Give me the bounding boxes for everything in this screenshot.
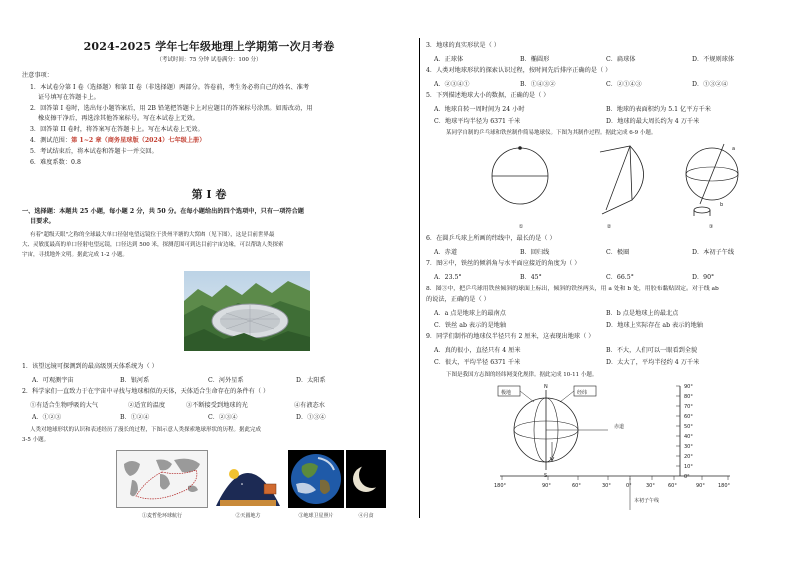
question-6: 6．在圆乒乓球上所画的纬线中，最长的是（ ） (426, 235, 556, 242)
note-line (30, 137, 205, 145)
q6-option-c[interactable]: C．极圈 (606, 249, 630, 256)
globe-label: ② (606, 224, 612, 230)
lat-label: 40° (684, 434, 693, 440)
question-8-cont: 的说法，正确的是（ ） (426, 296, 490, 303)
lon-label: 180° (494, 483, 507, 489)
question-4: 4．人类对地球形状的探索认识过程，按时间先后排序正确的是（ ） (426, 67, 612, 74)
svg-text:b: b (720, 202, 724, 208)
lon-label: 60° (668, 483, 677, 489)
globe-label: ① (518, 224, 524, 230)
q3-option-c[interactable]: C．扁球体 (606, 56, 636, 63)
lat-label: 0° (684, 474, 690, 480)
diagram-n: N (544, 384, 548, 390)
q8-option-b[interactable]: B．b 点是地球上的最北点 (606, 310, 679, 317)
lat-label: 30° (684, 444, 693, 450)
passage-line: 某同学自制的乒乓球和铁丝制作简易地球仪。下图为其制作过程。据此完成 6-9 小题。 (446, 130, 657, 136)
q8-option-a[interactable]: A．a 点是地球上的最南点 (434, 310, 506, 317)
q5-option-a[interactable]: A．地球自转一周时间为 24 小时 (434, 106, 525, 113)
lon-label: 0° (626, 483, 632, 489)
lat-label: 60° (684, 414, 693, 420)
lat-label: 90° (684, 384, 693, 390)
lon-label: 90° (696, 483, 705, 489)
q8-option-c[interactable]: C．铁丝 ab 表示的是地轴 (434, 322, 507, 329)
q2-option-c[interactable]: C．②③④ (208, 414, 238, 421)
lon-label: 90° (542, 483, 551, 489)
magellan-route-map (116, 450, 208, 508)
q3-option-b[interactable]: B．椭圆形 (520, 56, 550, 63)
lat-label: 70° (684, 404, 693, 410)
note-line: 6．难度系数：0.8 (30, 159, 81, 166)
q6-option-a[interactable]: A．赤道 (434, 249, 458, 256)
q2-item: ④有液态水 (294, 402, 325, 409)
lon-label: 30° (602, 483, 611, 489)
q5-option-b[interactable]: B．地球的表面积约为 5.1 亿平方千米 (606, 106, 711, 113)
q7-option-d[interactable]: D．90° (692, 274, 715, 281)
q3-option-a[interactable]: A．正球体 (434, 56, 464, 63)
figure-caption: ③地球卫星照片 (298, 513, 334, 519)
q6-option-b[interactable]: B．回归线 (520, 249, 550, 256)
telescope-photo (184, 271, 310, 351)
latlon-diagram (490, 380, 740, 516)
figure-caption: ④月食 (358, 513, 374, 519)
lat-label: 80° (684, 394, 693, 400)
exam-subtitle: （考试时间：75 分钟 试卷满分：100 分） (156, 57, 262, 63)
lunar-eclipse-image (346, 450, 386, 508)
passage-line: 3-5 小题。 (22, 437, 50, 443)
question-1: 1．该望远镜可探测到的最高级别天体系统为（ ） (22, 363, 158, 370)
column-divider (419, 38, 420, 518)
note-line: 证号填写在答题卡上。 (38, 94, 100, 101)
passage-line: 下图是我国方志图的经纬网变化规律。据此完成 10-11 小题。 (446, 372, 598, 378)
q8-option-d[interactable]: D．地球上实际存在 ab 表示的地轴 (606, 322, 703, 329)
lat-label: 50° (684, 424, 693, 430)
exam-title: 2024-2025 学年七年级地理上学期第一次月考卷 (83, 40, 335, 53)
q2-item: ②适宜的温度 (128, 402, 166, 409)
lat-label: 10° (684, 464, 693, 470)
passage-line: 人类对地球形状的认识和表述经历了漫长的过程，下图示意人类探索地球形状的历程。据此完成 (30, 427, 262, 433)
passage-line: 宇宙，寻找地外文明。据此完成 1-2 小题。 (22, 252, 128, 258)
question-7: 7．图②中，铁丝的倾斜角与水平面应接近的角度为（ ） (426, 260, 581, 267)
q4-option-b[interactable]: B．①④③② (520, 81, 556, 88)
q1-option-d[interactable]: D．太阳系 (296, 377, 326, 384)
q9-option-b[interactable]: B．不大，人们可以一眼看到全貌 (606, 347, 698, 354)
question-9: 9．同学们制作的地球仪半径只有 2 厘米，这表现出地球（ ） (426, 333, 595, 340)
diagram-box2: 经纬 (577, 390, 588, 396)
q7-option-a[interactable]: A．23.5° (434, 274, 462, 281)
q2-item: ③不断接受到地球的光 (186, 402, 248, 409)
q7-option-c[interactable]: C．66.5° (606, 274, 634, 281)
earth-satellite-image (288, 450, 344, 508)
scope-highlight: 第 1~2 章（商务星球版（2024）七年级上册） (71, 137, 206, 144)
q9-option-a[interactable]: A．真的很小，直径只有 4 厘米 (434, 347, 521, 354)
lon-label: 30° (646, 483, 655, 489)
q1-option-c[interactable]: C．河外星系 (208, 377, 244, 384)
q2-option-b[interactable]: B．①②④ (120, 414, 150, 421)
instruction-line: 一、选择题：本题共 25 小题，每小题 2 分，共 50 分。在每小题给出的四个选项中，只有一项符合题 (22, 208, 304, 215)
question-2: 2．科学家们一直致力于在宇宙中寻找与地球相似的天体，天体适合生命存在的条件有（ ） (22, 388, 270, 395)
question-3: 3．地球的真实形状是（ ） (426, 42, 500, 49)
figure-caption: ①麦哲伦环球航行 (141, 513, 182, 519)
diagram-box1: 极地 (501, 390, 512, 396)
svg-text:a: a (732, 146, 736, 152)
q1-option-b[interactable]: B．银河系 (120, 377, 150, 384)
q6-option-d[interactable]: D．本初子午线 (692, 249, 735, 256)
note-line: 1．本试卷分第 I 卷（选择题）和第 II 卷（非选择题）两部分。答卷前，考生务必将自己的姓名、准考 (30, 84, 310, 91)
meridian-label: 本初子午线 (634, 498, 660, 504)
q2-option-a[interactable]: A．①②③ (32, 414, 62, 421)
q1-option-a[interactable]: A．可观测宇宙 (32, 377, 74, 384)
passage-line: 大、灵敏度最高的单口径射电望远镜，口径达到 500 米，探测范围可到达目前宇宙边缘，可以帮助人类探索 (22, 242, 284, 248)
diagram-s: S (544, 473, 548, 479)
q9-option-d[interactable]: D．太大了，平均半径约 4 万千米 (606, 359, 700, 366)
question-8: 8．图③中，把乒乓球用铁丝倾斜的球面上标出，倾斜的铁丝两头，用 a 处和 b 处，用胶布黏贴固定。对于线 ab (426, 286, 719, 292)
diagram-arrow-label: 赤道 (614, 424, 625, 430)
scope-label: 4．测试范围： (30, 137, 72, 144)
question-5: 5．下列描述地球大小的数据，正确的是（ ） (426, 92, 550, 99)
q5-option-d[interactable]: D．地球的最大周长约为 4 万千米 (606, 118, 700, 125)
q4-option-a[interactable]: A．②③④① (434, 81, 470, 88)
section-title: 第 I 卷 (191, 188, 227, 201)
note-line: 橡皮擦干净后，再选涂其他答案标号。写在本试卷上无效。 (38, 115, 199, 122)
lon-label: 180° (718, 483, 731, 489)
passage-line: 有着"超级天眼"之称的全球最大单口径射电望远镜位于贵州平塘的大窝凼（见下图），这是目前世界最 (30, 232, 275, 238)
globe-making-figure (480, 140, 760, 222)
q4-option-d[interactable]: D．①③②④ (692, 81, 728, 88)
note-line: 3．回答第 II 卷时，将答案写在答题卡上。写在本试卷上无效。 (30, 126, 204, 133)
q7-option-b[interactable]: B．45° (520, 274, 542, 281)
q3-option-d[interactable]: D．不规则球体 (692, 56, 735, 63)
figure-caption: ②天圆地方 (235, 513, 261, 519)
q9-option-c[interactable]: C．很大，平均半径 6371 千米 (434, 359, 521, 366)
q5-option-c[interactable]: C．地球平均半径为 6371 千米 (434, 118, 521, 125)
sky-dome-image (212, 450, 284, 508)
q4-option-c[interactable]: C．②①④③ (606, 81, 642, 88)
lon-label: 60° (572, 483, 581, 489)
notes-heading: 注意事项： (22, 72, 53, 79)
lat-label: 20° (684, 454, 693, 460)
note-line: 5．考试结束后，将本试卷和答题卡一并交回。 (30, 148, 158, 155)
note-line: 2．回答第 I 卷时，选出每小题答案后，用 2B 铅笔把答题卡上对应题目的答案标号涂黑。如需改动，用 (30, 105, 313, 112)
globe-label: ③ (708, 224, 714, 230)
q2-item: ①有适合生物呼吸的大气 (30, 402, 99, 409)
q2-option-d[interactable]: D．①③④ (296, 414, 326, 421)
instruction-line: 目要求。 (30, 218, 55, 225)
